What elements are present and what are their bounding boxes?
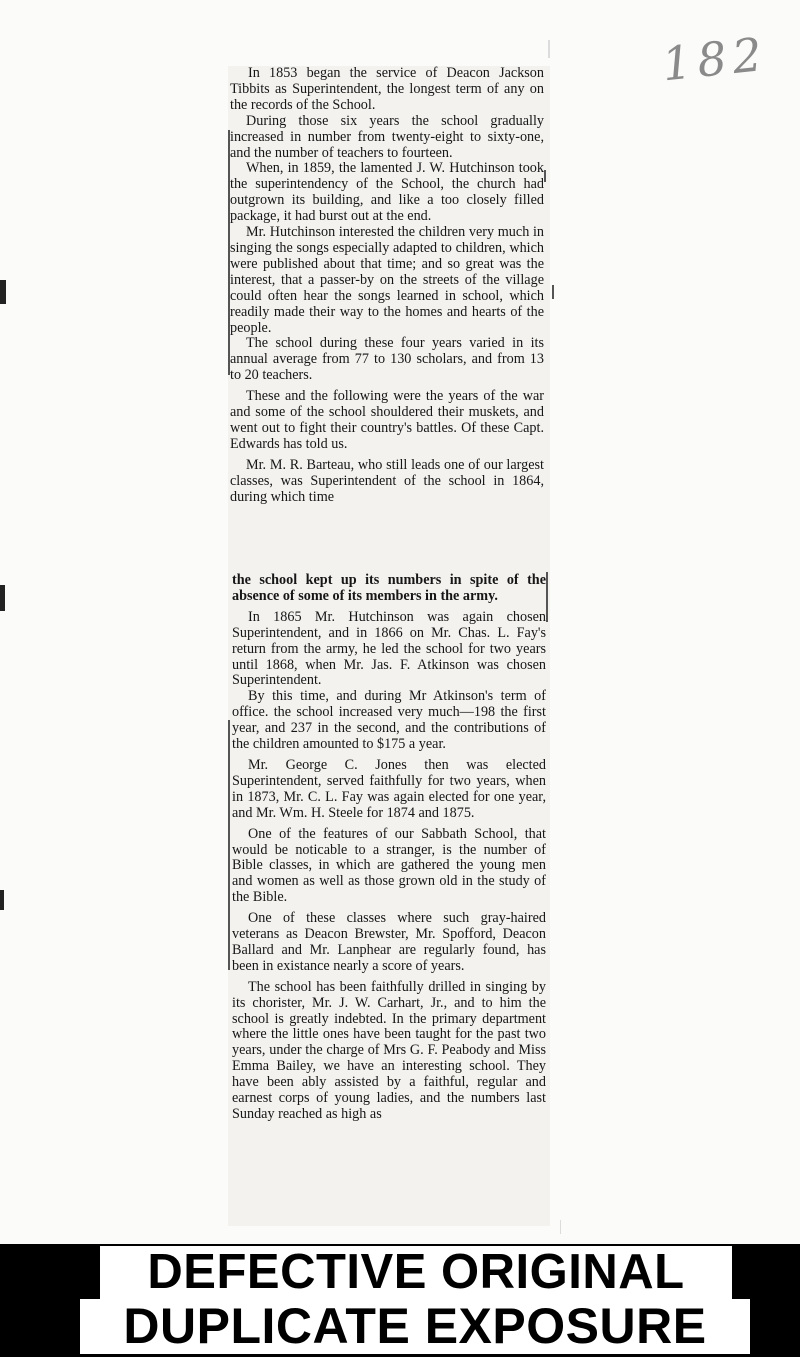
article-paragraph: One of these classes where such gray-haired veterans as Deacon Brewster, Mr. Spofford, Deacon Ballard and Mr. Lanphear are regularly found, has been in existance nearly a score of years.: [232, 910, 546, 974]
article-paragraph: In 1865 Mr. Hutchinson was again chosen Superintendent, and in 1866 on Mr. Chas. L. Fay's return from the army, he led the school for two years until 1868, when Mr. Jas. F. Atkinson was chosen Superintendent.: [232, 608, 546, 689]
stamp-defective-original: DEFECTIVE ORIGINAL: [100, 1246, 732, 1299]
article-paragraph: Mr. M. R. Barteau, who still leads one of our largest classes, was Superintendent of the school in 1864, during which time: [230, 456, 544, 505]
article-paragraph: These and the following were the years of the war and some of the school shouldered their muskets, and went out to fight their country's battles. Of these Capt. Edwards has told us.: [230, 388, 544, 452]
article-paragraph: The school has been faithfully drilled in singing by its chorister, Mr. J. W. Carhart, Jr., and to him the school is greatly indebted. In the primary department where the little ones have been taught for the past two years, under the charge of Mrs G. F. Peabody and Miss Emma Bailey, we have an interesting school. They have been ably assisted by a faithful, regular and earnest corps of young ladies, and the numbers last Sunday reached as high as: [232, 978, 546, 1122]
left-edge-mark: [0, 280, 6, 304]
article-column-lower: [232, 573, 546, 1225]
scan-speck: [548, 40, 550, 58]
article-paragraph: By this time, and during Mr Atkinson's term of office. the school increased very much—198 the first year, and 237 in the second, and the contributions of the children amounted to $175 a year.: [232, 688, 546, 753]
article-paragraph-continuation: the school kept up its numbers in spite of the absence of some of its members in the army.: [232, 573, 546, 604]
article-paragraph: Mr. Hutchinson interested the children very much in singing the songs especially adapted to children, which were published about that time; and so great was the interest, that a passer-by on the streets of the village could often hear the songs learned in school, which readily made their way to the homes and hearts of the people.: [230, 224, 544, 336]
stamp-duplicate-exposure: DUPLICATE EXPOSURE: [80, 1299, 750, 1354]
column-rule-left: [228, 720, 230, 970]
article-paragraph: During those six years the school gradually increased in number from twenty-eight to sixty-one, and the number of teachers to fourteen.: [230, 112, 544, 161]
article-paragraph: One of the features of our Sabbath School, that would be noticable to a stranger, is the number of Bible classes, in which are gathered the young men and women as well as those grown old in the study of the Bible.: [232, 825, 546, 906]
article-paragraph: Mr. George C. Jones then was elected Superintendent, served faithfully for two years, when in 1873, Mr. C. L. Fay was again elected for one year, and Mr. Wm. H. Steele for 1874 and 1875.: [232, 756, 546, 821]
article-paragraph: The school during these four years varied in its annual average from 77 to 130 scholars, and from 13 to 20 teachers.: [230, 335, 544, 384]
article-paragraph: When, in 1859, the lamented J. W. Hutchinson took the superintendency of the School, the church had outgrown its building, and like a too closely filled package, it had burst out at the end.: [230, 160, 544, 225]
article-paragraph: In 1853 began the service of Deacon Jackson Tibbits as Superintendent, the longest term of any on the records of the School.: [230, 66, 544, 113]
article-column-upper: [230, 66, 544, 566]
handwritten-page-number: 182: [659, 26, 771, 92]
scan-speck: [560, 1220, 561, 1234]
column-rule-right: [546, 572, 548, 622]
left-edge-mark: [0, 585, 5, 611]
left-edge-mark: [0, 890, 4, 910]
column-rule-right: [552, 285, 554, 299]
column-rule-right: [544, 170, 546, 182]
